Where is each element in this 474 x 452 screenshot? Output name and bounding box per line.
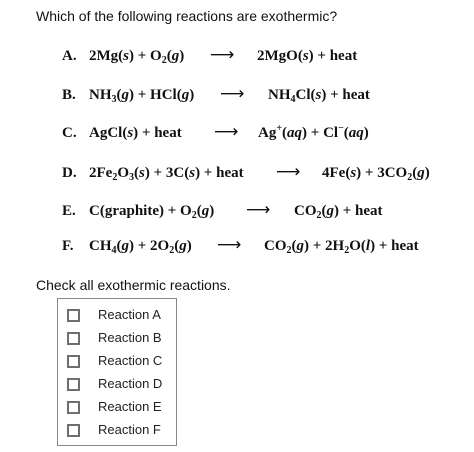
reaction-id: F. [62,238,74,254]
reaction-reactants: AgCl(s) + heat [89,125,182,141]
reaction-reactants: C(graphite) + $O_2(g)$ [89,203,215,221]
reaction-arrow-icon: ⟶ [217,235,242,255]
answer-checkbox-group [57,298,177,446]
reaction-products: 2MgO(s) + heat [257,48,358,64]
option-label[interactable]: Reaction D [98,376,163,391]
option-reaction-b[interactable] [58,328,176,351]
reaction-id: A. [62,48,77,64]
reaction-arrow-icon: ⟶ [210,45,235,65]
reaction-reactants: $2Mg(s) + O_2(g)$ [89,48,185,66]
reaction-reactants: $CH_4(g) + 2O_2(g)$ [89,238,192,256]
reaction-id: B. [62,87,76,103]
checkbox[interactable] [67,332,80,345]
option-reaction-c[interactable] [58,351,176,374]
reaction-products: $4Fe(s) + 3CO_2(g)$ [322,165,430,183]
option-label[interactable]: Reaction F [98,422,161,437]
reaction-id: E. [62,203,76,219]
option-label[interactable]: Reaction E [98,399,162,414]
option-label[interactable]: Reaction A [98,307,161,322]
reaction-id: D. [62,165,77,181]
reaction-arrow-icon: ⟶ [246,200,271,220]
reaction-products: $CO_2(g)$ + heat [294,203,383,221]
checkbox[interactable] [67,424,80,437]
reaction-products: $CO_2(g) + 2H_2O(l)$ + heat [264,238,419,256]
option-reaction-e[interactable] [58,397,176,420]
checkbox[interactable] [67,378,80,391]
option-reaction-d[interactable] [58,374,176,397]
option-label[interactable]: Reaction C [98,353,163,368]
reaction-products: $NH_4Cl(s)$ + heat [268,87,370,105]
reaction-arrow-icon: ⟶ [214,122,239,142]
reaction-arrow-icon: ⟶ [276,162,301,182]
reaction-reactants: $2Fe_2O_3(s) + 3C(s)$ + heat [89,165,244,183]
checkbox[interactable] [67,355,80,368]
option-reaction-f[interactable] [58,420,176,443]
question-text: Which of the following reactions are exothermic? [36,8,338,24]
option-label[interactable]: Reaction B [98,330,162,345]
checkbox[interactable] [67,309,80,322]
reaction-arrow-icon: ⟶ [220,84,245,104]
instruction-text: Check all exothermic reactions. [36,277,231,293]
option-reaction-a[interactable] [58,305,176,328]
checkbox[interactable] [67,401,80,414]
reaction-products: Ag+(aq) + Cl−(aq) [258,123,369,141]
reaction-id: C. [62,125,77,141]
reaction-reactants: $NH_3(g) + HCl(g)$ [89,87,195,105]
